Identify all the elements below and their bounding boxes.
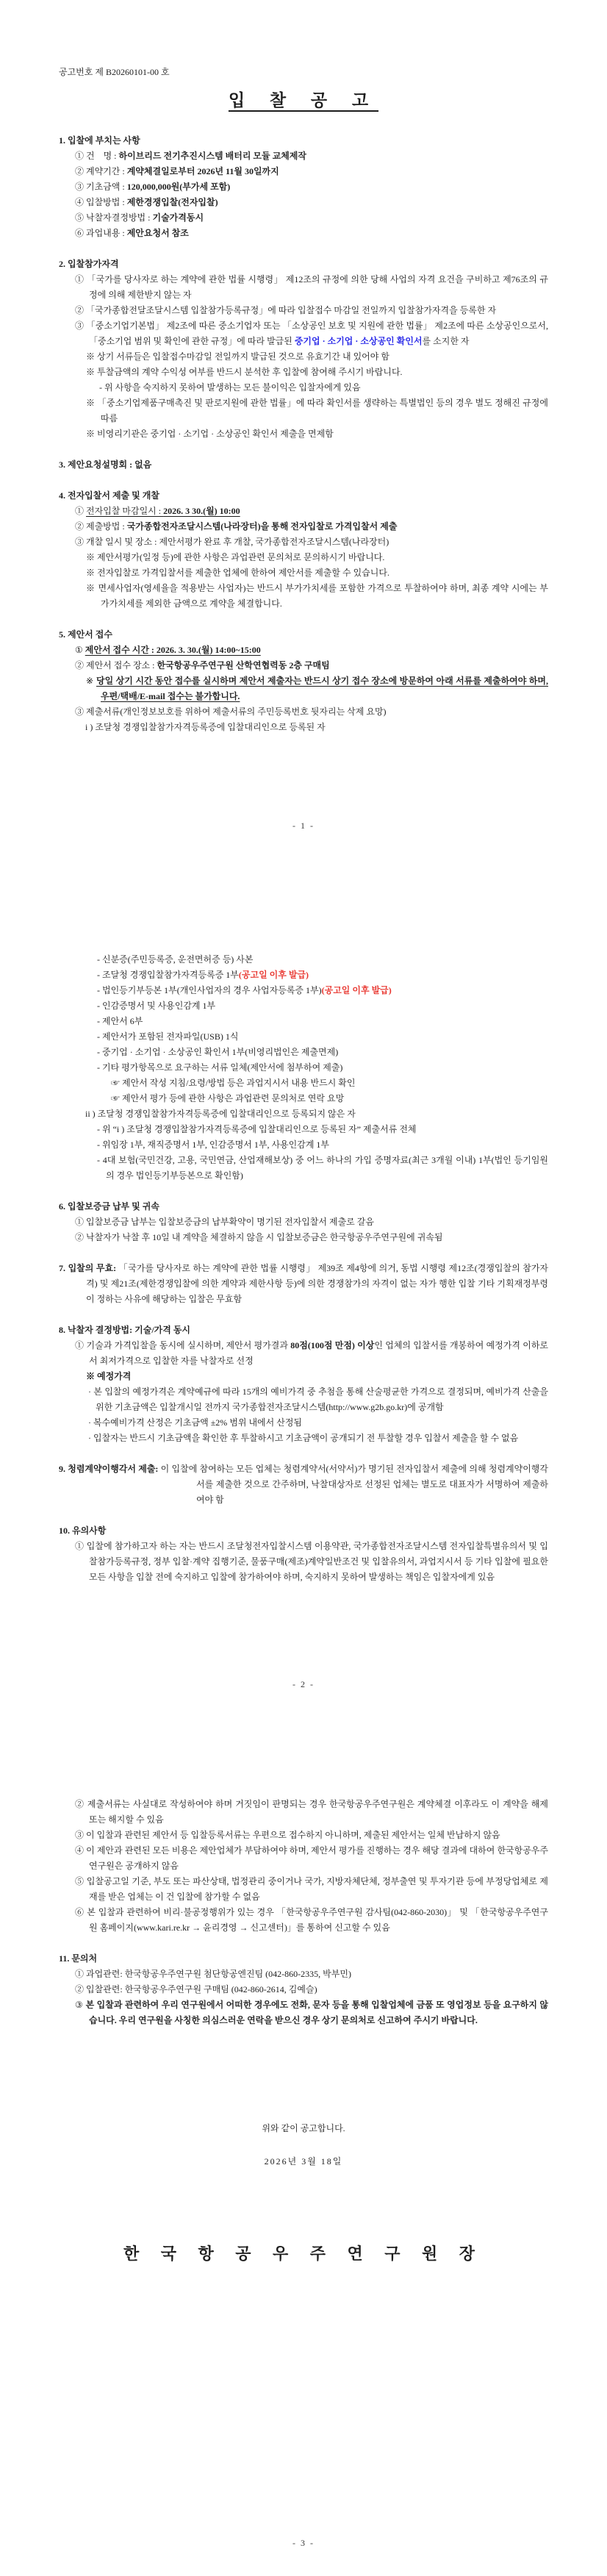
doc-line [59,1415,548,1431]
text-segment: (공고일 이후 발급) [238,970,309,980]
text-segment: 인 업체의 입찰서를 개봉하여 예정가격 이하로서 최저가격으로 입찰한 자를 낙찰자로 선정 [89,1340,549,1366]
doc-line [59,1230,548,1245]
doc-line [59,257,548,272]
doc-line [59,426,548,442]
text-segment: 8. 낙찰자 결정방법: 기술/가격 동시 [59,1325,191,1335]
doc-line [59,1828,548,1843]
notice-number: 공고번호 제 B20260101-00 호 [59,67,170,77]
text-segment: - 제안서 6부 [97,1016,143,1026]
doc-line [59,1384,548,1415]
spacer [59,1508,548,1523]
doc-line [59,1967,548,1982]
doc-line [59,488,548,504]
text-segment: ① [75,645,85,655]
doc-line [59,210,548,226]
doc-line [59,318,548,349]
text-segment: ② 입찰관련: 한국항공우주연구원 구매팀 (042-860-2614, 김예슬) [75,1984,317,1994]
text-segment: ※ 비영리기관은 중기업 · 소기업 · 소상공인 확인서 제출을 면제함 [86,429,334,439]
page-number: - 3 - [292,2538,315,2548]
text-segment: 6. 입찰보증금 납부 및 귀속 [59,1201,159,1212]
text-segment: ② 제출서류는 사실대로 작성하여야 하며 거짓임이 판명되는 경우 한국항공우주연구원은 계약체결 이후라도 이 계약을 해제 또는 해지할 수 있음 [75,1799,548,1825]
text-segment: ☞ 제안서 평가 등에 관한 사항은 과업관련 문의처로 연락 요망 [111,1093,345,1103]
doc-line [59,1843,548,1874]
page-2-body [59,859,548,1585]
doc-line [59,303,548,318]
spacer [59,442,548,457]
spacer [59,612,548,627]
text-segment: ① 기술과 가격입찰을 동시에 실시하며, 제안서 평가결과 [75,1340,291,1350]
text-segment: ① 입찰보증금 납부는 입찰보증금의 납부확약이 명기된 전자입찰서 제출로 갈음 [75,1217,374,1227]
text-segment: ② 제출방법 : [75,521,127,532]
doc-line [59,1982,548,1997]
text-segment: 기술가격동시 [152,212,204,223]
text-segment: ② 계약기간 : [75,166,127,176]
doc-line [59,1214,548,1230]
doc-line [59,1951,548,1967]
doc-line [59,1137,548,1153]
text-segment: ii ) 조달청 경쟁입찰참가자격등록증에 입찰대리인으로 등록되지 않은 자 [85,1109,356,1119]
text-segment: 당일 상기 시간 동안 접수를 실시하며 제안서 제출자는 반드시 상기 접수 장소에 방문하여 아래 서류를 제출하여야 하며, 우편/택배/E-mail 접수는 불가합니다. [96,676,549,701]
doc-line [59,1997,548,2028]
text-segment: ⑤ 입찰공고일 기준, 부도 또는 파산상태, 법정관리 중이거나 국가, 지방자체단체, 정부출연 및 투자기관 등에 부정당업체로 제재를 받은 업체는 이 건 입찰에 참가할 수 없음 [75,1876,548,1902]
text-segment: ③ 이 입찰과 관련된 제안서 등 입찰등록서류는 우편으로 접수하지 아니하며, 제출된 제안서는 일체 반납하지 않음 [75,1830,500,1840]
text-segment: 입찰의 무효: [68,1263,117,1273]
doc-line [59,720,548,735]
text-segment: ※ 상기 서류들은 입찰접수마감일 전일까지 발급된 것으로 유효기간 내 있어야 함 [86,351,389,362]
doc-line [59,195,548,210]
text-segment: - 조달청 경쟁입찰참가자격등록증 1부 [97,970,239,980]
text-segment: ① [75,506,87,516]
doc-line [59,365,548,380]
doc-line [59,380,548,396]
text-segment: - 신분증(주민등록증, 운전면허증 등) 사본 [97,954,254,965]
text-segment: 120,000,000원(부가세 포함) [126,182,231,192]
text-segment: 2. 입찰참가자격 [59,259,119,269]
page-3-body [59,1717,548,2028]
text-segment: - 위 “i ) 조달청 경쟁입찰참가자격등록증에 입찰대리인으로 등록된 자” 제출서류 전체 [97,1124,417,1134]
doc-line [59,179,548,195]
page-1 [0,0,607,859]
doc-line [59,457,548,473]
text-segment: ③ 제출서류(개인정보보호를 위하여 제출서류의 주민등록번호 뒷자리는 삭제 요망) [75,706,387,717]
text-segment: 11. 문의처 [59,1953,98,1964]
text-segment: - 제안서가 포함된 전자파일(USB) 1식 [97,1031,239,1042]
text-segment: (공고일 이후 발급) [321,985,392,995]
doc-line [59,1106,548,1122]
doc-line [59,1323,548,1338]
text-segment: · 복수예비가격 산정은 기초금액 ±2% 범위 내에서 산정됨 [88,1417,303,1428]
doc-line [59,550,548,565]
text-segment: 를 소지한 자 [422,336,470,346]
text-segment: 제한경쟁입찰(전자입찰) [126,197,218,207]
text-segment: - 중기업 · 소기업 · 소상공인 확인서 1부(비영리법인은 제출면제) [97,1047,339,1057]
doc-line [59,581,548,612]
doc-line [59,272,548,303]
page-number: - 2 - [292,1679,315,1689]
text-segment: ⑥ 과업내용 : [75,228,127,238]
doc-line [59,704,548,720]
text-segment: ※ 전자입찰로 가격입찰서를 제출한 업체에 한하여 제안서를 제출할 수 있습니다. [86,568,389,578]
text-segment: · 본 입찰의 예정가격은 계약예규에 따라 15개의 예비가격 중 추첨을 통해 산술평균한 가격으로 결정되며, 예비가격 산출을 위한 기초금액은 입찰개시일 전까지 국가종합전자조달시스템(http://www.g2b.go.kr)에 공개함 [88,1387,548,1412]
text-segment: 「국가를 당사자로 하는 계약에 관한 법률 시행령」 제39조 제4항에 의거, 동법 시행령 제12조(경쟁입찰의 참가자격) 및 제21조(제한경쟁입찰에 의한 계약과 제한사항 등)에 의한 경쟁참가의 자격이 없는 자가 행한 입찰 기타 기획재정부령이 정하는 사유에 해당하는 입찰은 무효함 [86,1263,548,1304]
text-segment: ※ 제안서평가(일정 등)에 관한 사항은 과업관련 문의처로 문의하시기 바랍니다. [86,552,385,562]
doc-line [59,1369,548,1384]
text-segment: 제안서 접수 시간 : 2026. 3. 30.(월) 14:00~15:00 [85,645,261,655]
spacer [59,241,548,257]
doc-line [59,226,548,241]
text-segment: ⑤ 낙찰자결정방법 : [75,212,153,223]
spacer [59,1936,548,1951]
doc-line [59,1874,548,1905]
doc-line [59,1261,548,1307]
page-number: - 1 - [292,820,315,831]
text-segment: ☞ 제안서 작성 지침/요령/방법 등은 과업지시서 내용 반드시 확인 [111,1078,356,1088]
doc-line [59,565,548,581]
text-segment: ② 「국가종합전달조달시스템 입찰참가등록규정」에 따라 입찰접수 마감일 전일까지 입찰참가자격을 등록한 자 [75,305,497,315]
text-segment: - 법인등기부등본 1부(개인사업자의 경우 사업자등록증 1부) [97,985,322,995]
doc-line [59,1122,548,1137]
doc-line [59,952,548,967]
doc-line [59,1338,548,1369]
spacer [59,1446,548,1461]
text-segment: 10. 유의사항 [59,1525,107,1536]
text-segment: 국가종합전자조달시스템(나라장터)을 통해 전자입찰로 가격입찰서 제출 [126,521,398,532]
text-segment: ※ 투찰금액의 계약 수익성 여부를 반드시 분석한 후 입찰에 참여해 주시기 바랍니다. [86,367,403,377]
issuer-signature: 한 국 항 공 우 주 연 구 원 장 [123,2244,484,2263]
text-segment: ① 과업관련: 한국항공우주연구원 첨단항공엔진팀 (042-860-2335, 박부민) [75,1969,351,1979]
text-segment: 전자입찰 마감일시 : [86,506,164,516]
doc-line [59,1045,548,1060]
doc-line [59,396,548,426]
doc-line [59,1029,548,1045]
text-segment: ② 낙찰자가 낙찰 후 10일 내 계약을 체결하지 않을 시 입찰보증금은 한국항공우주연구원에 귀속됨 [75,1232,443,1242]
doc-line [59,1797,548,1828]
spacer [59,1245,548,1261]
page-1-body [59,133,548,735]
text-segment: 7. [59,1263,68,1273]
doc-line [59,998,548,1014]
text-segment: ① 건 명 : [75,151,119,161]
text-segment: 9. 청렴계약이행각서 제출: [59,1464,159,1474]
text-segment: ※ 예정가격 [86,1371,132,1381]
doc-line [59,1060,548,1076]
text-segment: ① 「국가를 당사자로 하는 계약에 관한 법률 시행령」 제12조의 규정에 의한 당해 사업의 자격 요건을 구비하고 제76조의 규정에 의해 제한받지 않는 자 [75,274,548,300]
doc-line [59,1091,548,1106]
text-segment: 3. 제안요청설명회 : 없음 [59,459,152,470]
text-segment: - 위임장 1부, 재직증명서 1부, 인감증명서 1부, 사용인감계 1부 [97,1139,330,1150]
announcement-date: 2026년 3월 18일 [264,2156,343,2167]
text-segment: ③ 개찰 일시 및 장소 : 제안서평가 완료 후 개찰, 국가종합전자조달시스템(나라장터) [75,537,389,547]
text-segment: 80점(100점 만점) 이상 [290,1340,375,1350]
text-segment: ⑥ 본 입찰과 관련하여 비리·불공정행위가 있는 경우 「한국항공우주연구원 감사팀(042-860-2030)」 및 「한국항공우주연구원 홈페이지(www.kari.re.kr → 윤리경영 → 신고센터)」를 통하여 신고할 수 있음 [75,1907,548,1933]
text-segment: ※ [86,676,97,686]
doc-line [59,1076,548,1091]
text-segment: · 입찰자는 반드시 기초금액을 확인한 후 투찰하시고 기초금액이 공개되기 전 투찰할 경우 입찰서 제출을 할 수 없음 [88,1433,519,1443]
doc-line [59,643,548,658]
doc-line [59,519,548,534]
doc-line [59,1153,548,1184]
doc-line [59,673,548,704]
closing-statement: 위와 같이 공고합니다. [262,2123,345,2133]
spacer [59,473,548,488]
document-title: 입 찰 공 고 [228,91,379,110]
doc-line [59,534,548,550]
doc-line [59,1014,548,1029]
doc-line [59,149,548,164]
doc-line [59,349,548,365]
spacer [59,1184,548,1199]
doc-line [59,1199,548,1214]
text-segment: - 인감증명서 및 사용인감계 1부 [97,1001,216,1011]
text-segment: 한국항공우주연구원 산학연협력동 2층 구매팀 [157,660,330,670]
text-segment: ④ 입찰방법 : [75,197,127,207]
page-2 [0,859,607,1717]
text-segment: ① 입찰에 참가하고자 하는 자는 반드시 조달청전자입찰시스템 이용약관, 국가종합전자조달시스템 전자입찰특별유의서 및 입찰참가등록규정, 정부 입찰·계약 집행기준, 물품구매(제조)계약일반조건 및 입찰유의서, 과업지시서 등 기타 입찰에 필요한 모든 사항을 입찰 전에 숙지하고 입찰에 참가하여야 하며, 숙지하지 못하여 발생하는 책임은 입찰자에게 있음 [75,1541,548,1582]
text-segment: ※ 면세사업자(영세율을 적용받는 사업자)는 반드시 부가가치세를 포함한 가격으로 투찰하여야 하며, 최종 계약 시에는 부가가치세를 제외한 금액으로 계약을 체결합니다. [86,583,548,609]
doc-line [59,983,548,998]
text-segment: 하이브리드 전기추진시스템 배터리 모듈 교체제작 [118,151,306,161]
text-segment: ③ [75,2000,86,2010]
text-segment: ④ 이 제안과 관련된 모든 비용은 제안업체가 부담하여야 하며, 제안서 평가를 진행하는 경우 해당 결과에 대하여 한국항공우주연구원은 공개하지 않음 [75,1845,548,1871]
text-segment: - 4대 보험(국민건강, 고용, 국민연금, 산업재해보상) 중 어느 하나의 가입 증명자료(최근 3개월 이내) 1부(법인 등기임원의 경우 법인등기부등본으로 확인함) [97,1155,548,1181]
spacer [59,1307,548,1323]
doc-line [59,1431,548,1446]
text-segment: 본 입찰과 관련하여 우리 연구원에서 어떠한 경우에도 전화, 문자 등을 통해 입찰업체에 금품 또 영업정보 등을 요구하지 않습니다. 우리 연구원을 사칭한 의심스러운 연락을 받으신 경우 상기 문의처로 신고하여 주시기 바랍니다. [85,2000,548,2025]
page-3 [0,1717,607,2576]
text-segment: ② 제안서 접수 장소 : [75,660,157,670]
text-segment: 2026. 3 30.(월) 10:00 [163,506,240,516]
text-segment: ③ 「중소기업기본법」 제2조에 따른 중소기업자 또는 「소상공인 보호 및 지원에 관한 법률」 제2조에 따른 소상공인으로서, 「중소기업 범위 및 확인에 관한 규정」에 따라 발급된 [75,321,548,346]
text-segment: i ) 조달청 경쟁입찰참가자격등록증에 입찰대리인으로 등록된 자 [85,722,326,732]
doc-line [59,658,548,673]
doc-line [59,1461,548,1508]
text-segment: ③ 기초금액 : [75,182,127,192]
text-segment: 4. 전자입찰서 제출 및 개찰 [59,490,159,501]
text-segment: - 기타 평가항목으로 요구하는 서류 일체(제안서에 첨부하여 제출) [97,1062,343,1073]
doc-line [59,133,548,149]
text-segment: 계약체결일로부터 2026년 11월 30일까지 [126,166,279,176]
text-segment: - 위 사항을 숙지하지 못하여 발생하는 모든 불이익은 입찰자에게 있음 [99,382,361,393]
doc-line [59,1905,548,1936]
text-segment: 이 입찰에 참여하는 모든 업체는 청렴계약서(서약서)가 명기된 전자입찰서 제출에 의해 청렴계약이행각서를 제출한 것으로 간주하며, 낙찰대상자로 선정된 업체는 별도로 대표자가 서명하여 제출하여야 함 [158,1464,548,1505]
doc-line [59,164,548,179]
doc-line [59,504,548,519]
doc-line [59,1523,548,1539]
doc-line [59,1539,548,1585]
text-segment: 5. 제안서 접수 [59,629,112,640]
text-segment: 중기업 · 소기업 · 소상공인 확인서 [294,336,423,346]
text-segment: 제안요청서 참조 [126,228,189,238]
text-segment: ※ 「중소기업제품구매촉진 및 판로지원에 관한 법률」에 따라 확인서를 생략하는 특별법인 등의 경우 별도 정해진 규정에 따름 [86,398,548,423]
text-segment: 1. 입찰에 부치는 사항 [59,135,140,146]
doc-line [59,627,548,643]
doc-line [59,967,548,983]
